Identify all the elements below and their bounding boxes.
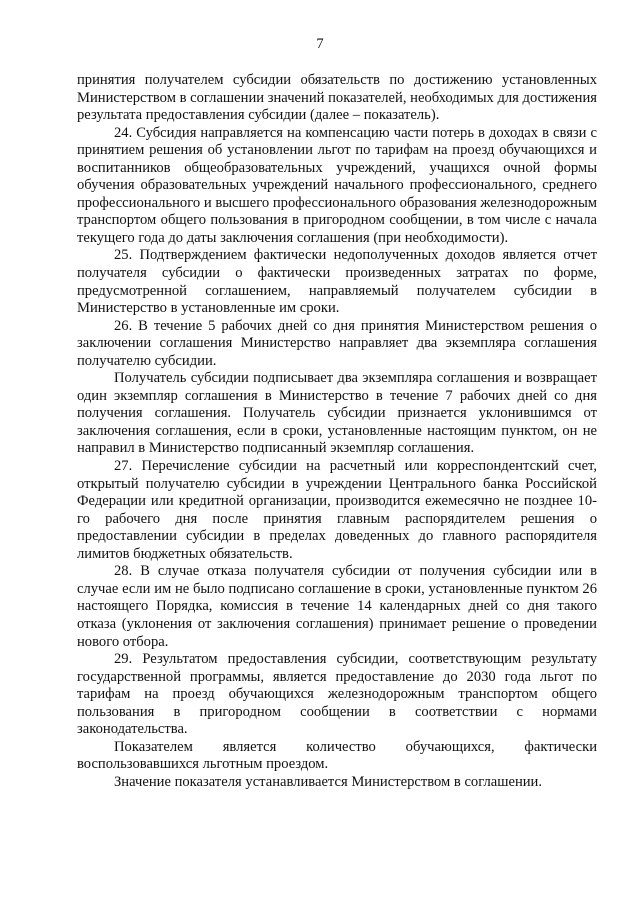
paragraph-indicator-value: Значение показателя устанавливается Министерством в соглашении. bbox=[114, 773, 543, 790]
paragraph-signing: Получатель субсидии подписывает два экземпляра соглашения и возвращает один экземпляр соглашения в Министерство в течение 7 рабочих дней со дня получения соглашения. Получатель субсидии признается уклонившимся от заключения соглашения, если в сроки, установленные настоящим пунктом, он не направил в Министерство подписанный экземпляр соглашения. bbox=[77, 370, 597, 457]
paragraph-indicator: Показателем является количество обучающихся, фактически воспользовавшихся льготным проездом. bbox=[77, 738, 597, 773]
paragraph-item-26: 26. В течение 5 рабочих дней со дня принятия Министерством решения о заключении соглашения Министерство направляет два экземпляра соглашения получателю субсидии. bbox=[77, 317, 597, 369]
paragraph-continuation: принятия получателем субсидии обязательств по достижению установленных Министерством в соглашении значений показателей, необходимых для достижения результата предоставления субсидии (далее – показатель). bbox=[77, 72, 597, 124]
paragraph-item-27: 27. Перечисление субсидии на расчетный или корреспондентский счет, открытый получателю субсидии в учреждении Центрального банка Российской Федерации или кредитной организации, производится ежемесячно не позднее 10-го рабочего дня после принятия главным распорядителем решения о предоставлении субсидии в пределах доведенных до главного распорядителя лимитов бюджетных обязательств. bbox=[77, 458, 597, 562]
page-number: 7 bbox=[316, 36, 324, 52]
paragraph-item-28: 28. В случае отказа получателя субсидии от получения субсидии или в случае если им не было подписано соглашение в сроки, установленные пунктом 26 настоящего Порядка, комиссия в течение 14 календарных дней со дня такого отказа (уклонения от заключения соглашения) принимает решение о проведении нового отбора. bbox=[77, 563, 597, 650]
paragraph-item-25: 25. Подтверждением фактически недополученных доходов является отчет получателя субсидии о фактически произведенных затратах по форме, предусмотренной соглашением, направляемый получателем субсидии в Министерство в установленные им сроки. bbox=[77, 247, 597, 317]
paragraph-item-29: 29. Результатом предоставления субсидии, соответствующим результату государственной программы, является предоставление до 2030 года льгот по тарифам на проезд обучающихся железнодорожным транспортом общего пользования в пригородном сообщении в соответствии с нормами законодательства. bbox=[77, 651, 597, 738]
document-body bbox=[77, 72, 597, 791]
paragraph-item-24: 24. Субсидия направляется на компенсацию части потерь в доходах в связи с принятием решения об установлении льгот по тарифам на проезд обучающихся и воспитанников общеобразовательных учреждений, учащихся очной формы обучения образовательных учреждений начального профессионального, среднего профессионального и высшего профессионального образования железнодорожным транспортом общего пользования в пригородном сообщении, в том числе с начала текущего года до даты заключения соглашения (при необходимости). bbox=[77, 124, 597, 246]
